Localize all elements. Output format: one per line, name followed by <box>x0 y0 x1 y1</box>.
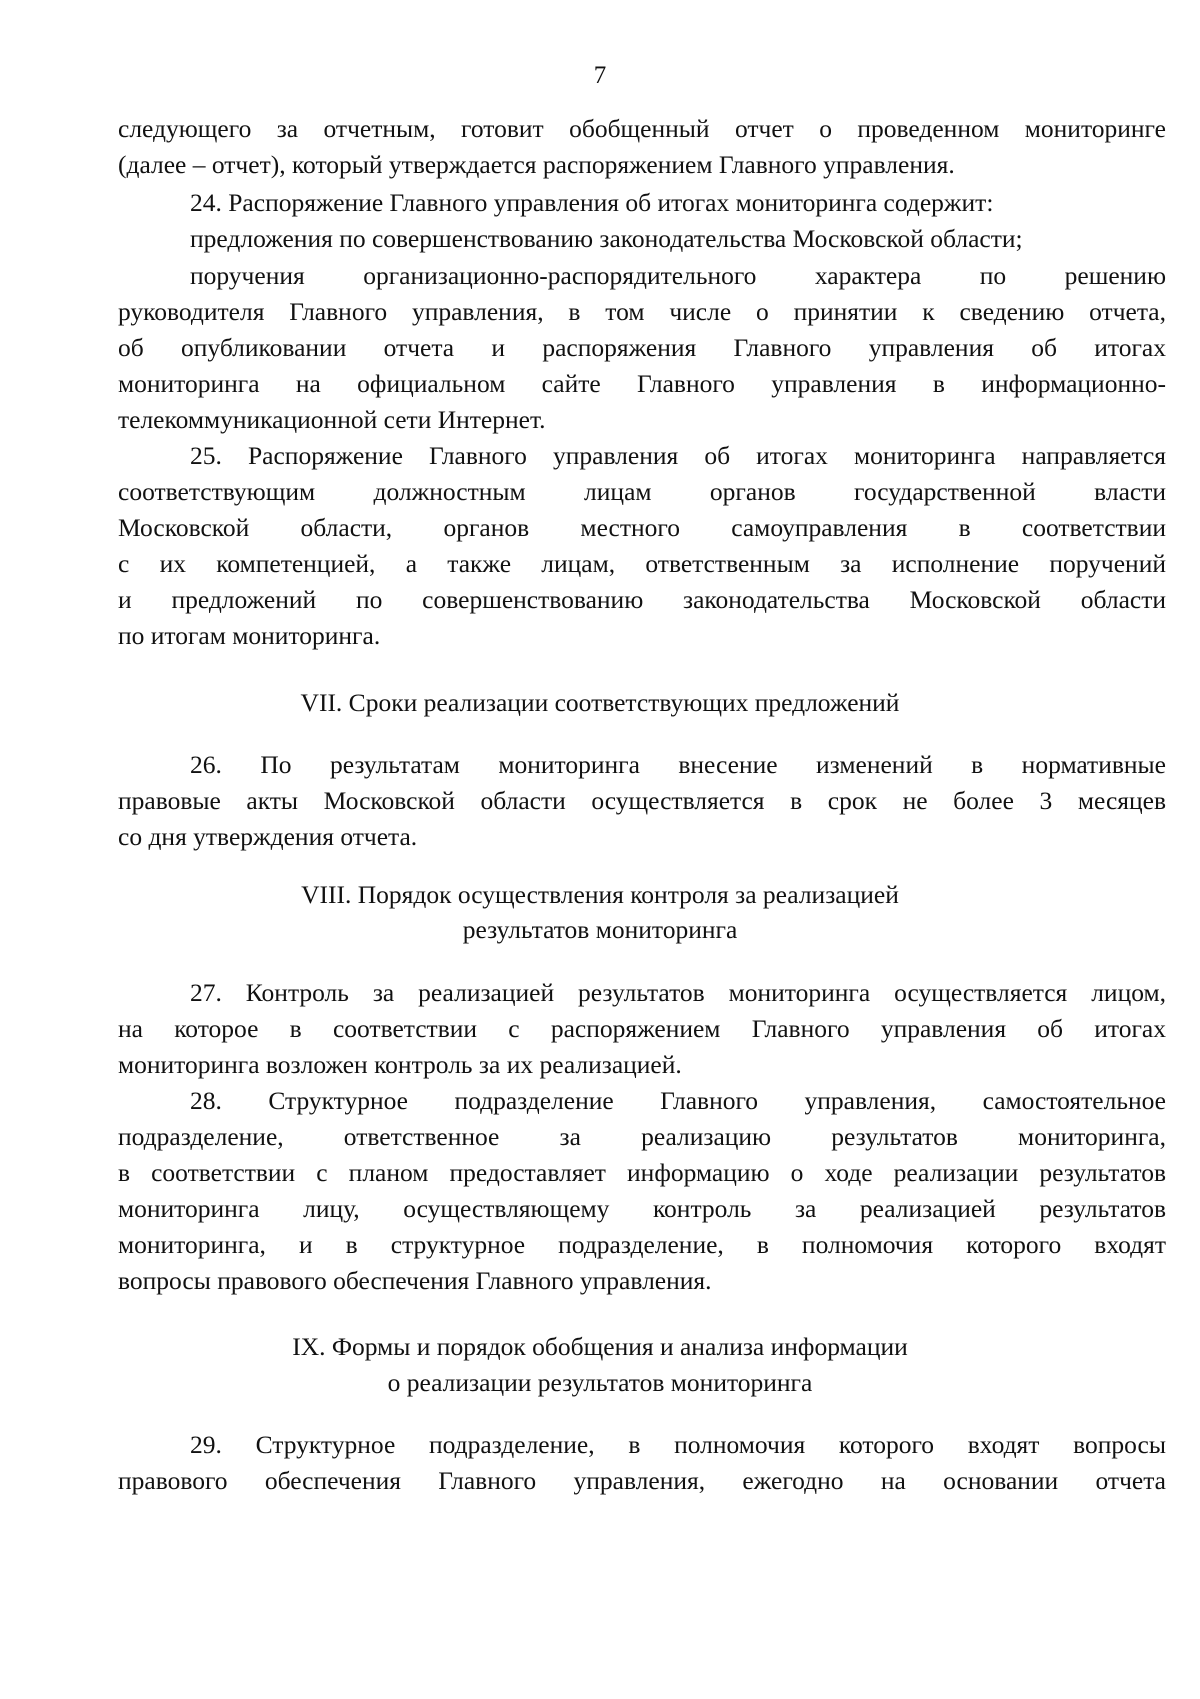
text-line: руководителя Главного управления, в том числе о принятии к сведению отчета, <box>118 297 1166 326</box>
text-line: соответствующим должностным лицам органов государственной власти <box>118 477 1166 506</box>
text-line: поручения организационно-распорядительного характера по решению <box>190 261 1166 290</box>
text-line: 27. Контроль за реализацией результатов мониторинга осуществляется лицом, <box>190 978 1166 1007</box>
text-line: правовые акты Московской области осуществляется в срок не более 3 месяцев <box>118 786 1166 815</box>
text-line: мониторинга, и в структурное подразделение, в полномочия которого входят <box>118 1230 1166 1259</box>
text-line: об опубликовании отчета и распоряжения Главного управления об итогах <box>118 333 1166 362</box>
section-heading: VII. Сроки реализации соответствующих предложений <box>300 688 900 717</box>
text-line: 29. Структурное подразделение, в полномочия которого входят вопросы <box>190 1430 1166 1459</box>
text-line: на которое в соответствии с распоряжением Главного управления об итогах <box>118 1014 1166 1043</box>
section-heading: VIII. Порядок осуществления контроля за реализацией <box>301 880 899 909</box>
text-line: правового обеспечения Главного управления, ежегодно на основании отчета <box>118 1466 1166 1495</box>
text-line: Московской области, органов местного самоуправления в соответствии <box>118 513 1166 542</box>
text-line: мониторинга лицу, осуществляющему контроль за реализацией результатов <box>118 1194 1166 1223</box>
section-heading: IX. Формы и порядок обобщения и анализа информации <box>292 1332 908 1361</box>
page-number: 7 <box>593 62 607 89</box>
text-line: следующего за отчетным, готовит обобщенный отчет о проведенном мониторинге <box>118 114 1166 143</box>
text-line: мониторинга возложен контроль за их реализацией. <box>118 1050 682 1079</box>
text-line: 24. Распоряжение Главного управления об итогах мониторинга содержит: <box>190 188 994 217</box>
text-line: в соответствии с планом предоставляет информацию о ходе реализации результатов <box>118 1158 1166 1187</box>
text-line: подразделение, ответственное за реализацию результатов мониторинга, <box>118 1122 1166 1151</box>
text-line: мониторинга на официальном сайте Главного управления в информационно- <box>118 369 1166 398</box>
section-heading: результатов мониторинга <box>462 915 738 944</box>
text-line: телекоммуникационной сети Интернет. <box>118 405 546 434</box>
text-line: 26. По результатам мониторинга внесение изменений в нормативные <box>190 750 1166 779</box>
section-heading: о реализации результатов мониторинга <box>387 1368 813 1397</box>
text-line: 25. Распоряжение Главного управления об итогах мониторинга направляется <box>190 441 1166 470</box>
text-line: (далее – отчет), который утверждается распоряжением Главного управления. <box>118 150 955 179</box>
text-line: 28. Структурное подразделение Главного управления, самостоятельное <box>190 1086 1166 1115</box>
text-line: со дня утверждения отчета. <box>118 822 418 851</box>
text-line: по итогам мониторинга. <box>118 621 381 650</box>
text-line: с их компетенцией, а также лицам, ответственным за исполнение поручений <box>118 549 1166 578</box>
text-line: вопросы правового обеспечения Главного управления. <box>118 1266 712 1295</box>
text-line: предложения по совершенствованию законодательства Московской области; <box>190 224 1023 253</box>
text-line: и предложений по совершенствованию законодательства Московской области <box>118 585 1166 614</box>
